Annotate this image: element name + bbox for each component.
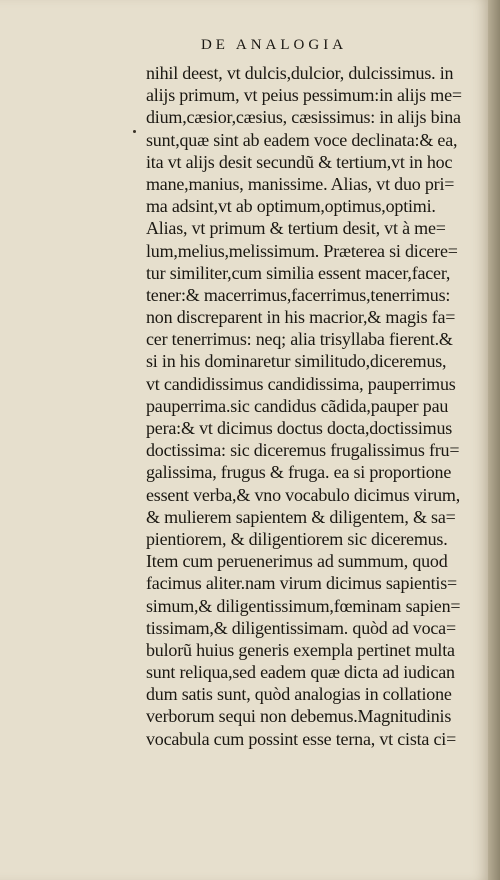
page-gutter (488, 0, 500, 880)
text-line: & mulierem sapientem & diligentem, & sa= (146, 506, 456, 527)
body-text (146, 62, 482, 750)
text-line: Alias, vt primum & tertium desit, vt à me= (146, 218, 446, 239)
text-line: tur similiter,cum similia essent macer,facer, (146, 262, 451, 283)
text-line: ita vt alijs desit secundũ & tertium,vt in hoc (146, 151, 453, 172)
text-line: ma adsint,vt ab optimum,optimus,optimi. (146, 196, 436, 217)
margin-mark (133, 130, 136, 133)
text-line: doctissima: sic diceremus frugalissimus fru= (146, 440, 460, 461)
text-line: facimus aliter.nam virum dicimus sapientis= (146, 573, 457, 594)
running-header-text: DE ANALOGIA (200, 37, 348, 53)
text-line: nihil deest, vt dulcis,dulcior, dulcissimus. in (146, 63, 454, 83)
text-line: mane,manius, manissime. Alias, vt duo pri= (146, 173, 455, 194)
text-line: galissima, frugus & fruga. ea si proportione (146, 462, 452, 483)
running-header (0, 36, 488, 54)
text-line: tissimam,& diligentissimam. quòd ad voca= (146, 617, 456, 638)
text-line: verborum sequi non debemus.Magnitudinis (146, 706, 452, 727)
text-line: essent verba,& vno vocabulo dicimus virum, (146, 484, 461, 505)
text-line: vocabula cum possint esse terna, vt cista ci= (146, 728, 457, 749)
text-line: si in his dominaretur similitudo,diceremus, (146, 351, 447, 372)
text-line: sunt reliqua,sed eadem quæ dicta ad iudican (146, 662, 455, 683)
text-line: dium,cæsior,cæsius, cæsissimus: in alijs bina (146, 107, 461, 128)
text-line: lum,melius,melissimum. Præterea si dicere= (146, 240, 458, 261)
text-line: cer tenerrimus: neq; alia trisyllaba fierent.& (146, 329, 453, 350)
text-line: dum satis sunt, quòd analogias in collatione (146, 684, 452, 705)
text-line: vt candidissimus candidissima, pauperrimus (146, 373, 456, 394)
text-line: Item cum peruenerimus ad summum, quod (146, 551, 448, 572)
text-line: bulorũ huius generis exempla pertinet multa (146, 639, 455, 660)
text-line: pera:& vt dicimus doctus docta,doctissimus (146, 418, 453, 438)
text-line: alijs primum, vt peius pessimum:in alijs me= (146, 85, 462, 106)
text-line: pauperrima.sic candidus cãdida,pauper pau (146, 395, 449, 416)
text-line: non discreparent in his macrior,& magis fa= (146, 307, 456, 328)
text-line: sunt,quæ sint ab eadem voce declinata:& ea, (146, 129, 458, 150)
text-line: simum,& diligentissimum,fœminam sapien= (146, 595, 461, 616)
text-line: pientiorem, & diligentiorem sic diceremus. (146, 528, 448, 549)
text-line: tener:& macerrimus,facerrimus,tenerrimus: (146, 284, 451, 305)
